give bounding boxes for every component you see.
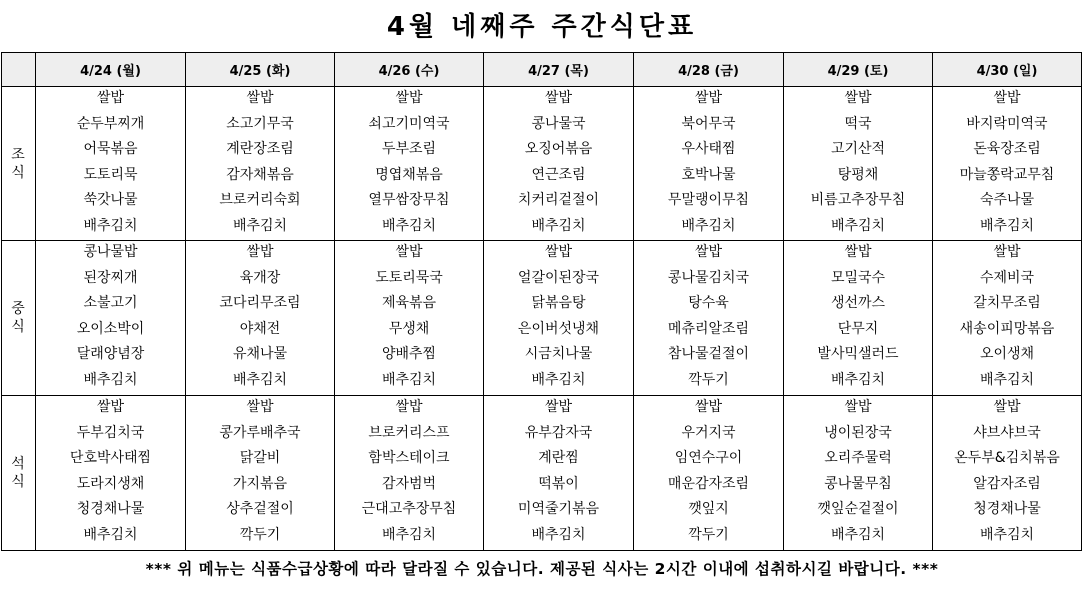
menu-item: 치커리겉절이: [517, 192, 600, 208]
menu-item: 미역줄기볶음: [517, 501, 600, 517]
menu-item: 무생채: [388, 320, 430, 337]
day-header: 4/26 (수): [335, 53, 484, 87]
menu-item: 콩가루배추국: [219, 424, 301, 441]
menu-item: 오징어볶음: [524, 141, 593, 157]
menu-item: 모밀국수: [830, 269, 886, 286]
menu-item: 배추김치: [83, 526, 138, 543]
menu-item: 두부조림: [381, 141, 437, 157]
day-header: 4/27 (목): [484, 53, 634, 87]
menu-item: 계란찜: [538, 450, 579, 466]
menu-item: 청경채나물: [76, 501, 145, 517]
menu-item: 열무쌈장무침: [368, 192, 450, 208]
menu-item: 야채전: [239, 320, 281, 337]
menu-item: 돈육장조림: [973, 141, 1041, 157]
menu-item: 배추김치: [830, 217, 886, 234]
menu-item: 두부김치국: [76, 424, 145, 441]
menu-cell: [335, 241, 484, 396]
menu-item: 쌀밥: [96, 90, 125, 106]
menu-item: 바지락미역국: [966, 115, 1048, 132]
menu-item: 쌀밥: [844, 90, 872, 106]
meal-label: 석 식: [2, 396, 36, 551]
menu-item: 쌀밥: [246, 244, 274, 260]
menu-cell: [634, 241, 784, 396]
menu-item: 가지볶음: [232, 475, 288, 492]
menu-item: 새송이피망볶음: [959, 320, 1055, 337]
day-header: 4/29 (토): [784, 53, 933, 87]
day-header: 4/30 (일): [933, 53, 1082, 87]
menu-cell: [784, 396, 933, 551]
menu-item: 수제비국: [979, 269, 1035, 286]
menu-item: 도라지생채: [76, 475, 145, 492]
menu-item: 배추김치: [979, 371, 1035, 388]
menu-item: 호박나물: [681, 166, 736, 183]
menu-item: 배추김치: [681, 217, 736, 234]
menu-item: 떡볶이: [538, 475, 579, 492]
menu-cell: [933, 396, 1082, 551]
meal-label: 중 식: [2, 241, 36, 396]
menu-item: 유채나물: [232, 346, 288, 362]
menu-item: 연근조림: [531, 166, 586, 183]
menu-item: 알감자조림: [973, 475, 1041, 492]
menu-item: 쌀밥: [993, 244, 1021, 260]
menu-item: 시금치나물: [524, 346, 593, 362]
meal-label: 조 식: [2, 87, 36, 241]
menu-item: 무말랭이무침: [667, 192, 750, 208]
menu-item: 오리주물럭: [824, 450, 892, 466]
menu-item: 쌀밥: [844, 244, 872, 260]
menu-item: 쌀밥: [395, 90, 423, 106]
menu-cell: [186, 87, 335, 241]
menu-item: 깻잎순겉절이: [817, 501, 899, 517]
menu-item: 쌀밥: [246, 90, 274, 106]
menu-cell: [484, 87, 634, 241]
menu-item: 청경채나물: [973, 501, 1041, 517]
menu-item: 감자채볶음: [226, 166, 294, 183]
menu-item: 쑥갓나물: [83, 192, 138, 208]
menu-item: 쌀밥: [993, 399, 1021, 415]
menu-item: 참나물겉절이: [667, 346, 750, 362]
menu-cell: [36, 87, 186, 241]
menu-item: 쌀밥: [395, 244, 423, 260]
menu-cell: [933, 241, 1082, 396]
menu-item: 배추김치: [979, 217, 1035, 234]
menu-item: 배추김치: [83, 371, 138, 388]
menu-item: 쌀밥: [694, 244, 723, 260]
menu-item: 달래양념장: [76, 346, 145, 362]
menu-item: 브로커리스프: [368, 424, 450, 441]
menu-item: 배추김치: [232, 371, 288, 388]
menu-item: 매운감자조림: [667, 475, 750, 492]
menu-item: 도토리묵국: [375, 269, 443, 286]
menu-cell: [634, 87, 784, 241]
menu-item: 된장찌개: [83, 269, 138, 286]
menu-item: 쌀밥: [96, 399, 125, 415]
menu-item: 떡국: [844, 115, 872, 132]
menu-item: 얼갈이된장국: [517, 269, 600, 286]
day-header: 4/28 (금): [634, 53, 784, 87]
day-header: 4/25 (화): [186, 53, 335, 87]
menu-item: 쌀밥: [844, 399, 872, 415]
menu-item: 임연수구이: [674, 450, 743, 466]
menu-item: 콩나물무침: [824, 475, 892, 492]
menu-cell: [484, 396, 634, 551]
menu-cell: [36, 241, 186, 396]
menu-item: 쌀밥: [544, 399, 573, 415]
menu-item: 쌀밥: [544, 90, 573, 106]
header-row: [2, 53, 1082, 87]
menu-item: 닭갈비: [239, 450, 281, 466]
menu-item: 소고기무국: [226, 115, 294, 132]
menu-item: 깍두기: [688, 526, 729, 543]
menu-cell: [784, 87, 933, 241]
menu-item: 숙주나물: [979, 192, 1035, 208]
menu-item: 순두부찌개: [76, 115, 145, 132]
menu-item: 양배추찜: [381, 346, 437, 362]
menu-cell: [484, 241, 634, 396]
menu-item: 비름고추장무침: [810, 192, 906, 208]
menu-item: 유부감자국: [524, 424, 593, 441]
menu-item: 샤브샤브국: [973, 424, 1041, 441]
menu-item: 명엽채볶음: [375, 166, 443, 183]
menu-cell: [186, 241, 335, 396]
menu-item: 콩나물밥: [83, 244, 138, 260]
menu-cell: [335, 396, 484, 551]
menu-item: 깻잎지: [688, 501, 729, 517]
menu-item: 육개장: [239, 269, 281, 286]
menu-item: 닭볶음탕: [531, 295, 586, 311]
header-corner: [2, 53, 36, 87]
menu-item: 발사믹샐러드: [817, 346, 899, 362]
footer-notice: *** 위 메뉴는 식품수급상황에 따라 달라질 수 있습니다. 제공된 식사는 2시간 이내에 섭취하시길 바랍니다. ***: [145, 560, 939, 578]
menu-item: 오이소박이: [76, 320, 145, 337]
menu-item: 생선까스: [830, 295, 886, 311]
menu-item: 쇠고기미역국: [368, 115, 450, 132]
menu-item: 코다리무조림: [219, 295, 301, 311]
menu-item: 온두부&김치볶음: [954, 450, 1060, 466]
meal-row: [2, 87, 1082, 241]
menu-item: 쌀밥: [993, 90, 1021, 106]
meal-row: [2, 396, 1082, 551]
menu-item: 깍두기: [239, 526, 281, 543]
menu-item: 오이생채: [979, 346, 1035, 362]
menu-item: 어묵볶음: [83, 141, 138, 157]
menu-cell: [335, 87, 484, 241]
menu-item: 함박스테이크: [368, 450, 450, 466]
page-title: 4월 네째주 주간식단표: [386, 12, 698, 42]
day-header: 4/24 (월): [36, 53, 186, 87]
menu-item: 탕평채: [837, 166, 879, 183]
menu-item: 탕수육: [688, 295, 729, 311]
menu-cell: [186, 396, 335, 551]
menu-item: 도토리묵: [83, 166, 138, 183]
menu-item: 쌀밥: [694, 90, 723, 106]
menu-item: 배추김치: [381, 526, 437, 543]
menu-item: 배추김치: [979, 526, 1035, 543]
menu-item: 배추김치: [381, 371, 437, 388]
menu-cell: [36, 396, 186, 551]
menu-item: 메츄리알조림: [667, 320, 750, 337]
menu-item: 배추김치: [381, 217, 437, 234]
menu-item: 우사태찜: [681, 141, 736, 157]
meal-row: [2, 241, 1082, 396]
menu-item: 냉이된장국: [824, 424, 892, 441]
menu-item: 배추김치: [830, 371, 886, 388]
menu-item: 깍두기: [688, 371, 729, 388]
menu-item: 배추김치: [531, 371, 586, 388]
menu-item: 단무지: [837, 320, 879, 337]
menu-item: 단호박사태찜: [69, 450, 152, 466]
menu-item: 배추김치: [232, 217, 288, 234]
menu-item: 우거지국: [681, 424, 736, 441]
menu-item: 갈치무조림: [973, 295, 1041, 311]
menu-item: 쌀밥: [694, 399, 723, 415]
menu-cell: [634, 396, 784, 551]
menu-item: 상추겉절이: [226, 501, 294, 517]
menu-cell: [784, 241, 933, 396]
menu-item: 계란장조림: [226, 141, 294, 157]
menu-item: 브로커리숙회: [219, 192, 301, 208]
menu-item: 근대고추장무침: [361, 501, 457, 517]
menu-item: 콩나물김치국: [667, 269, 750, 286]
menu-item: 은이버섯냉채: [517, 320, 600, 337]
menu-item: 쌀밥: [544, 244, 573, 260]
menu-item: 콩나물국: [531, 115, 586, 132]
menu-item: 쌀밥: [395, 399, 423, 415]
menu-item: 배추김치: [531, 217, 586, 234]
menu-cell: [933, 87, 1082, 241]
menu-item: 제육볶음: [381, 295, 437, 311]
menu-item: 마늘쫑락교무침: [959, 166, 1055, 183]
menu-item: 배추김치: [83, 217, 138, 234]
menu-item: 쌀밥: [246, 399, 274, 415]
menu-item: 북어무국: [681, 115, 736, 132]
menu-item: 소불고기: [83, 295, 138, 311]
menu-item: 감자범벅: [381, 475, 437, 492]
menu-item: 배추김치: [830, 526, 886, 543]
menu-item: 고기산적: [830, 141, 886, 157]
menu-item: 배추김치: [531, 526, 586, 543]
weekly-menu-table: [1, 52, 1082, 551]
